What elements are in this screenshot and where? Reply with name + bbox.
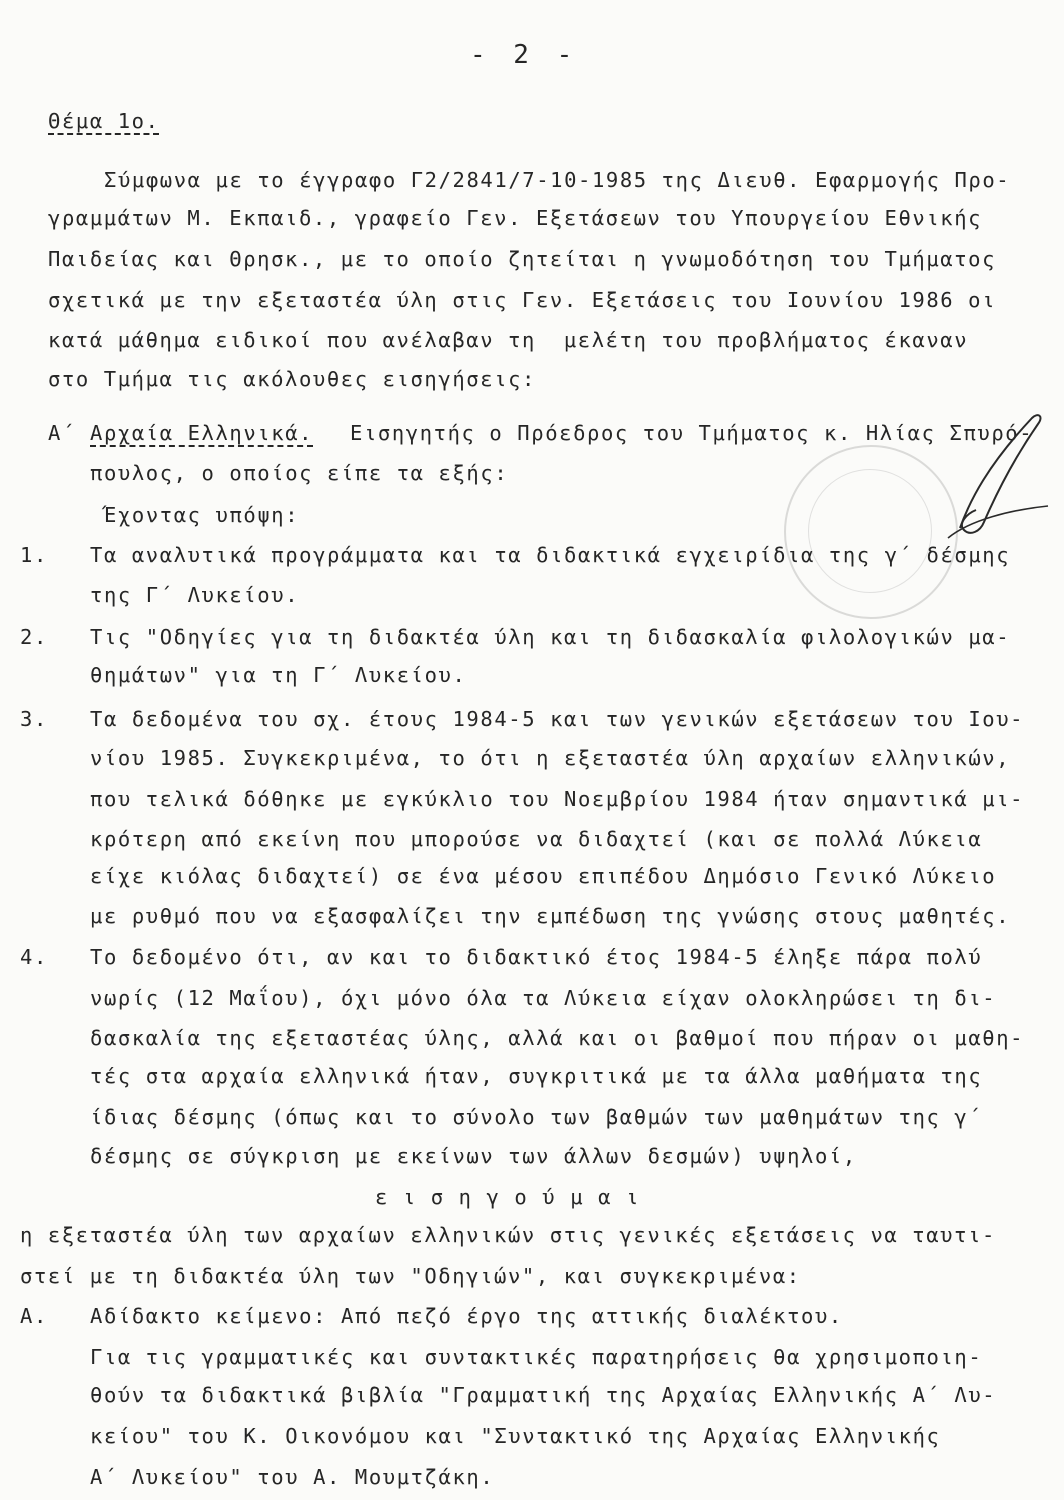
text-line: νίου 1985. Συγκεκριμένα, το ότι η εξεταστέα ύλη αρχαίων ελληνικών,: [90, 746, 1011, 770]
section-marker: Α.: [20, 1304, 48, 1328]
text-line: με ρυθμό που να εξασφαλίζει την εμπέδωση της γνώσης στους μαθητές.: [90, 904, 1011, 928]
item-number: 1.: [20, 543, 48, 567]
text-line: Εισηγητής ο Πρόεδρος του Τμήματος κ. Ηλίας Σπυρό-: [350, 421, 1034, 445]
text-line: στεί με τη διδακτέα ύλη των "Οδηγιών", και συγκεκριμένα:: [20, 1264, 801, 1288]
text-line: τές στα αρχαία ελληνικά ήταν, συγκριτικά με τα άλλα μαθήματα της: [90, 1064, 983, 1088]
text-line: γραμμάτων Μ. Εκπαιδ., γραφείο Γεν. Εξετάσεων του Υπουργείου Εθνικής: [48, 206, 983, 230]
page-number: - 2 -: [470, 40, 579, 70]
text-line: ίδιας δέσμης (όπως και το σύνολο των βαθμών των μαθημάτων της γ΄: [90, 1105, 983, 1129]
text-line: νωρίς (12 Μαΐου), όχι μόνο όλα τα Λύκεια είχαν ολοκληρώσει τη δι-: [90, 986, 997, 1010]
text-line: της Γ΄ Λυκείου.: [90, 583, 300, 607]
text-line: Για τις γραμματικές και συντακτικές παρατηρήσεις θα χρησιμοποιη-: [90, 1345, 983, 1369]
text-line: δασκαλία της εξεταστέας ύλης, αλλά και οι βαθμοί που πήραν οι μαθη-: [90, 1026, 1025, 1050]
text-line: κείου" του Κ. Οικονόμου και "Συντακτικό της Αρχαίας Ελληνικής: [90, 1424, 941, 1448]
text-line: θημάτων" για τη Γ΄ Λυκείου.: [90, 663, 467, 687]
text-line: που τελικά δόθηκε με εγκύκλιο του Νοεμβρίου 1984 ήταν σημαντικά μι-: [90, 787, 1025, 811]
text-line: στο Τμήμα τις ακόλουθες εισηγήσεις:: [48, 367, 536, 391]
text-line: είχε κιόλας διδαχτεί) σε ένα μέσου επιπέδου Δημόσιο Γενικό Λύκειο: [90, 864, 997, 888]
text-line: θούν τα διδακτικά βιβλία "Γραμματική της Αρχαίας Ελληνικής Α΄ Λυ-: [90, 1383, 997, 1407]
text-line: Σύμφωνα με το έγγραφο Γ2/2841/7-10-1985 της Διευθ. Εφαρμογής Προ-: [104, 168, 1011, 192]
item-number: 4.: [20, 945, 48, 969]
text-line: η εξεταστέα ύλη των αρχαίων ελληνικών στις γενικές εξετάσεις να ταυτι-: [20, 1223, 996, 1247]
text-line: κατά μάθημα ειδικοί που ανέλαβαν τη μελέτη του προβλήματος έκαναν: [48, 328, 969, 352]
text-line: Παιδείας και Θρησκ., με το οποίο ζητείται η γνωμοδότηση του Τμήματος: [48, 247, 997, 271]
section-marker: Α΄: [48, 421, 76, 445]
official-stamp: [784, 445, 958, 619]
text-line: Έχοντας υπόψη:: [104, 503, 300, 527]
text-line: Α΄ Λυκείου" του Α. Μουμτζάκη.: [90, 1465, 495, 1489]
text-line: σχετικά με την εξεταστέα ύλη στις Γεν. Εξετάσεις του Ιουνίου 1986 οι: [48, 288, 997, 312]
text-line: Αδίδακτο κείμενο: Από πεζό έργο της αττικής διαλέκτου.: [90, 1304, 843, 1328]
text-line: δέσμης σε σύγκριση με εκείνων των άλλων δεσμών) υψηλοί,: [90, 1144, 857, 1168]
recommendation-verb: ε ι σ η γ ο ύ μ α ι: [375, 1185, 640, 1209]
topic-heading: Θέμα 1ο.: [48, 109, 160, 133]
text-line: Τα δεδομένα του σχ. έτους 1984-5 και των γενικών εξετάσεων του Ιου-: [90, 707, 1025, 731]
text-line: Το δεδομένο ότι, αν και το διδακτικό έτος 1984-5 έληξε πάρα πολύ: [90, 945, 983, 969]
item-number: 2.: [20, 625, 48, 649]
section-title: Αρχαία Ελληνικά.: [90, 421, 314, 445]
text-line: Τις "Οδηγίες για τη διδακτέα ύλη και τη διδασκαλία φιλολογικών μα-: [90, 625, 1011, 649]
text-line: Τα αναλυτικά προγράμματα και τα διδακτικά εγχειρίδια της γ΄ δέσμης: [90, 543, 1011, 567]
item-number: 3.: [20, 707, 48, 731]
text-line: κρότερη από εκείνη που μπορούσε να διδαχτεί (και σε πολλά Λύκεια: [90, 827, 983, 851]
signature-mark: [940, 410, 1050, 540]
text-line: πουλος, ο οποίος είπε τα εξής:: [90, 461, 509, 485]
